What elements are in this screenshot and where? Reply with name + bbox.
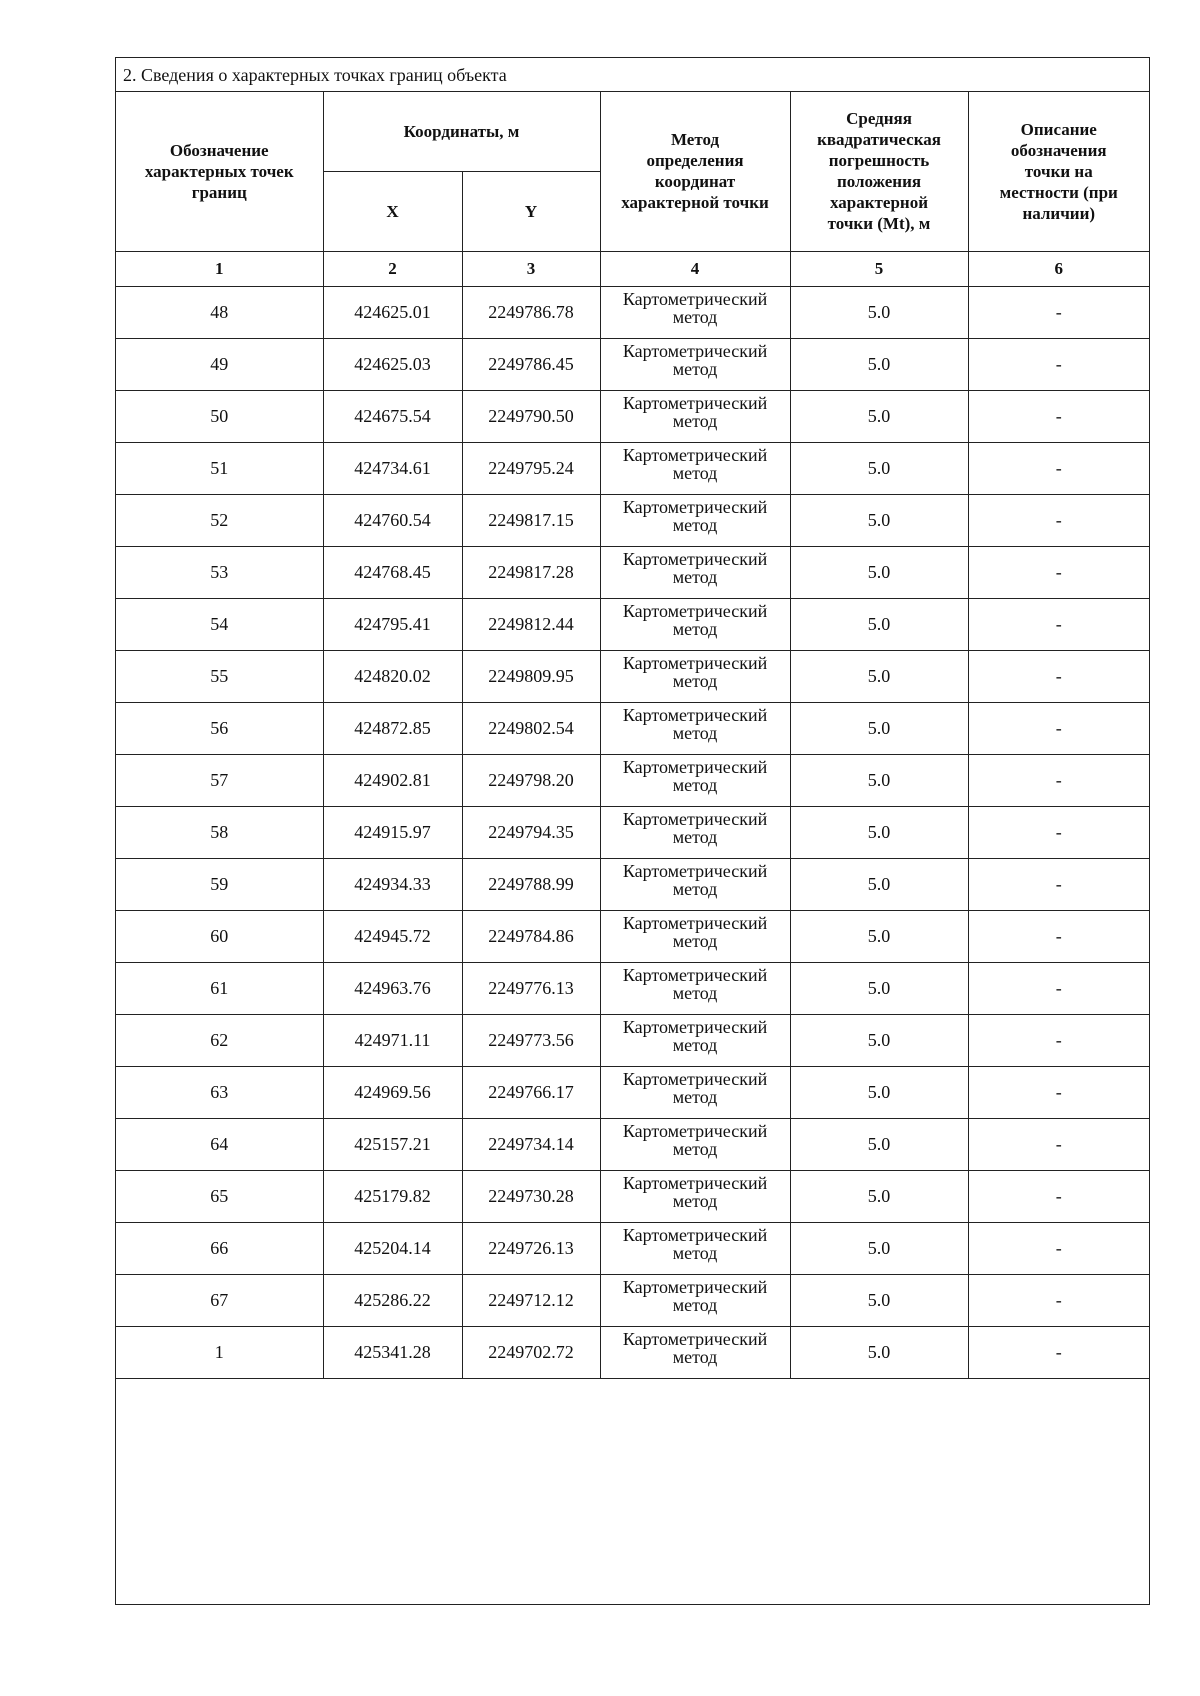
table-row bbox=[116, 806, 1149, 858]
coordinate-y-cell: 2249726.13 bbox=[462, 1222, 600, 1274]
coordinate-y-cell: 2249786.45 bbox=[462, 338, 600, 390]
coordinate-x-cell: 425157.21 bbox=[323, 1118, 462, 1170]
method-cell: Картометрический метод bbox=[600, 442, 790, 494]
coordinate-y-cell: 2249795.24 bbox=[462, 442, 600, 494]
description-cell: - bbox=[968, 390, 1149, 442]
error-cell: 5.0 bbox=[790, 1066, 968, 1118]
boundary-points-table bbox=[116, 92, 1149, 1379]
method-cell: Картометрический метод bbox=[600, 754, 790, 806]
method-cell: Картометрический метод bbox=[600, 702, 790, 754]
description-cell: - bbox=[968, 962, 1149, 1014]
description-cell: - bbox=[968, 1170, 1149, 1222]
error-cell: 5.0 bbox=[790, 1014, 968, 1066]
method-cell: Картометрический метод bbox=[600, 494, 790, 546]
method-cell: Картометрический метод bbox=[600, 910, 790, 962]
description-cell: - bbox=[968, 338, 1149, 390]
table-row bbox=[116, 598, 1149, 650]
coordinate-y-cell: 2249773.56 bbox=[462, 1014, 600, 1066]
error-cell: 5.0 bbox=[790, 598, 968, 650]
error-cell: 5.0 bbox=[790, 1170, 968, 1222]
point-id-cell: 59 bbox=[116, 858, 323, 910]
method-cell: Картометрический метод bbox=[600, 1326, 790, 1378]
header-x: X bbox=[323, 171, 462, 251]
method-cell: Картометрический метод bbox=[600, 390, 790, 442]
description-cell: - bbox=[968, 702, 1149, 754]
coordinate-x-cell: 425179.82 bbox=[323, 1170, 462, 1222]
method-cell: Картометрический метод bbox=[600, 286, 790, 338]
method-cell: Картометрический метод bbox=[600, 598, 790, 650]
error-cell: 5.0 bbox=[790, 702, 968, 754]
coordinate-y-cell: 2249776.13 bbox=[462, 962, 600, 1014]
description-cell: - bbox=[968, 442, 1149, 494]
method-cell: Картометрический метод bbox=[600, 1274, 790, 1326]
column-number: 1 bbox=[116, 251, 323, 286]
error-cell: 5.0 bbox=[790, 806, 968, 858]
error-cell: 5.0 bbox=[790, 546, 968, 598]
coordinate-x-cell: 424971.11 bbox=[323, 1014, 462, 1066]
coordinate-x-cell: 424760.54 bbox=[323, 494, 462, 546]
table-row bbox=[116, 1274, 1149, 1326]
table-row bbox=[116, 858, 1149, 910]
error-cell: 5.0 bbox=[790, 286, 968, 338]
description-cell: - bbox=[968, 910, 1149, 962]
error-cell: 5.0 bbox=[790, 1222, 968, 1274]
point-id-cell: 48 bbox=[116, 286, 323, 338]
point-id-cell: 58 bbox=[116, 806, 323, 858]
coordinate-y-cell: 2249798.20 bbox=[462, 754, 600, 806]
error-cell: 5.0 bbox=[790, 1326, 968, 1378]
coordinate-x-cell: 424768.45 bbox=[323, 546, 462, 598]
coordinate-x-cell: 424625.03 bbox=[323, 338, 462, 390]
coordinate-x-cell: 424675.54 bbox=[323, 390, 462, 442]
method-cell: Картометрический метод bbox=[600, 650, 790, 702]
coordinate-x-cell: 425341.28 bbox=[323, 1326, 462, 1378]
description-cell: - bbox=[968, 286, 1149, 338]
table-row bbox=[116, 1118, 1149, 1170]
point-id-cell: 50 bbox=[116, 390, 323, 442]
coordinate-y-cell: 2249794.35 bbox=[462, 806, 600, 858]
table-row bbox=[116, 962, 1149, 1014]
table-row bbox=[116, 1326, 1149, 1378]
coordinate-x-cell: 424795.41 bbox=[323, 598, 462, 650]
coordinate-x-cell: 424934.33 bbox=[323, 858, 462, 910]
table-row bbox=[116, 910, 1149, 962]
error-cell: 5.0 bbox=[790, 442, 968, 494]
method-cell: Картометрический метод bbox=[600, 806, 790, 858]
method-cell: Картометрический метод bbox=[600, 1118, 790, 1170]
coordinate-y-cell: 2249817.28 bbox=[462, 546, 600, 598]
table-row bbox=[116, 286, 1149, 338]
header-method: Метод определения координат характерной точки bbox=[600, 92, 790, 251]
description-cell: - bbox=[968, 1014, 1149, 1066]
point-id-cell: 63 bbox=[116, 1066, 323, 1118]
coordinate-y-cell: 2249809.95 bbox=[462, 650, 600, 702]
point-id-cell: 52 bbox=[116, 494, 323, 546]
coordinate-x-cell: 424820.02 bbox=[323, 650, 462, 702]
coordinate-y-cell: 2249788.99 bbox=[462, 858, 600, 910]
point-id-cell: 61 bbox=[116, 962, 323, 1014]
coordinate-x-cell: 424872.85 bbox=[323, 702, 462, 754]
point-id-cell: 54 bbox=[116, 598, 323, 650]
description-cell: - bbox=[968, 754, 1149, 806]
error-cell: 5.0 bbox=[790, 754, 968, 806]
description-cell: - bbox=[968, 1326, 1149, 1378]
error-cell: 5.0 bbox=[790, 494, 968, 546]
description-cell: - bbox=[968, 494, 1149, 546]
coordinate-y-cell: 2249812.44 bbox=[462, 598, 600, 650]
error-cell: 5.0 bbox=[790, 962, 968, 1014]
method-cell: Картометрический метод bbox=[600, 338, 790, 390]
coordinate-x-cell: 424734.61 bbox=[323, 442, 462, 494]
point-id-cell: 51 bbox=[116, 442, 323, 494]
description-cell: - bbox=[968, 1066, 1149, 1118]
error-cell: 5.0 bbox=[790, 338, 968, 390]
coordinate-y-cell: 2249786.78 bbox=[462, 286, 600, 338]
table-row bbox=[116, 1066, 1149, 1118]
table-row bbox=[116, 754, 1149, 806]
coordinate-y-cell: 2249802.54 bbox=[462, 702, 600, 754]
table-row bbox=[116, 442, 1149, 494]
coordinate-y-cell: 2249817.15 bbox=[462, 494, 600, 546]
column-number: 2 bbox=[323, 251, 462, 286]
method-cell: Картометрический метод bbox=[600, 1222, 790, 1274]
point-id-cell: 53 bbox=[116, 546, 323, 598]
error-cell: 5.0 bbox=[790, 1118, 968, 1170]
coordinate-y-cell: 2249790.50 bbox=[462, 390, 600, 442]
coordinate-x-cell: 424915.97 bbox=[323, 806, 462, 858]
coordinate-x-cell: 424963.76 bbox=[323, 962, 462, 1014]
method-cell: Картометрический метод bbox=[600, 546, 790, 598]
coordinate-y-cell: 2249766.17 bbox=[462, 1066, 600, 1118]
table-row bbox=[116, 390, 1149, 442]
error-cell: 5.0 bbox=[790, 910, 968, 962]
coordinate-x-cell: 424902.81 bbox=[323, 754, 462, 806]
table-row bbox=[116, 546, 1149, 598]
method-cell: Картометрический метод bbox=[600, 858, 790, 910]
header-error: Средняя квадратическая погрешность положения характерной точки (Mt), м bbox=[790, 92, 968, 251]
point-id-cell: 1 bbox=[116, 1326, 323, 1378]
table-row bbox=[116, 702, 1149, 754]
description-cell: - bbox=[968, 1222, 1149, 1274]
point-id-cell: 67 bbox=[116, 1274, 323, 1326]
table-row bbox=[116, 1170, 1149, 1222]
coordinate-y-cell: 2249730.28 bbox=[462, 1170, 600, 1222]
table-row bbox=[116, 650, 1149, 702]
error-cell: 5.0 bbox=[790, 858, 968, 910]
coordinate-x-cell: 424969.56 bbox=[323, 1066, 462, 1118]
column-number: 4 bbox=[600, 251, 790, 286]
description-cell: - bbox=[968, 1274, 1149, 1326]
point-id-cell: 49 bbox=[116, 338, 323, 390]
coordinate-y-cell: 2249702.72 bbox=[462, 1326, 600, 1378]
description-cell: - bbox=[968, 650, 1149, 702]
method-cell: Картометрический метод bbox=[600, 1066, 790, 1118]
point-id-cell: 55 bbox=[116, 650, 323, 702]
column-number: 3 bbox=[462, 251, 600, 286]
description-cell: - bbox=[968, 858, 1149, 910]
description-cell: - bbox=[968, 806, 1149, 858]
point-id-cell: 64 bbox=[116, 1118, 323, 1170]
coordinate-y-cell: 2249784.86 bbox=[462, 910, 600, 962]
section-title: 2. Сведения о характерных точках границ объекта bbox=[116, 58, 1149, 92]
column-number: 5 bbox=[790, 251, 968, 286]
column-number: 6 bbox=[968, 251, 1149, 286]
point-id-cell: 60 bbox=[116, 910, 323, 962]
table-row bbox=[116, 1222, 1149, 1274]
header-description: Описание обозначения точки на местности (при наличии) bbox=[968, 92, 1149, 251]
point-id-cell: 65 bbox=[116, 1170, 323, 1222]
error-cell: 5.0 bbox=[790, 1274, 968, 1326]
table-row bbox=[116, 1014, 1149, 1066]
point-id-cell: 56 bbox=[116, 702, 323, 754]
header-designation: Обозначение характерных точек границ bbox=[116, 92, 323, 251]
coordinate-x-cell: 424945.72 bbox=[323, 910, 462, 962]
method-cell: Картометрический метод bbox=[600, 1014, 790, 1066]
point-id-cell: 57 bbox=[116, 754, 323, 806]
description-cell: - bbox=[968, 1118, 1149, 1170]
table-row bbox=[116, 338, 1149, 390]
header-y: Y bbox=[462, 171, 600, 251]
method-cell: Картометрический метод bbox=[600, 962, 790, 1014]
point-id-cell: 62 bbox=[116, 1014, 323, 1066]
description-cell: - bbox=[968, 546, 1149, 598]
description-cell: - bbox=[968, 598, 1149, 650]
error-cell: 5.0 bbox=[790, 390, 968, 442]
error-cell: 5.0 bbox=[790, 650, 968, 702]
document-frame bbox=[115, 57, 1150, 1605]
point-id-cell: 66 bbox=[116, 1222, 323, 1274]
method-cell: Картометрический метод bbox=[600, 1170, 790, 1222]
coordinate-x-cell: 425204.14 bbox=[323, 1222, 462, 1274]
coordinate-x-cell: 425286.22 bbox=[323, 1274, 462, 1326]
header-coordinates: Координаты, м bbox=[323, 92, 600, 171]
table-row bbox=[116, 494, 1149, 546]
coordinate-y-cell: 2249712.12 bbox=[462, 1274, 600, 1326]
coordinate-x-cell: 424625.01 bbox=[323, 286, 462, 338]
coordinate-y-cell: 2249734.14 bbox=[462, 1118, 600, 1170]
